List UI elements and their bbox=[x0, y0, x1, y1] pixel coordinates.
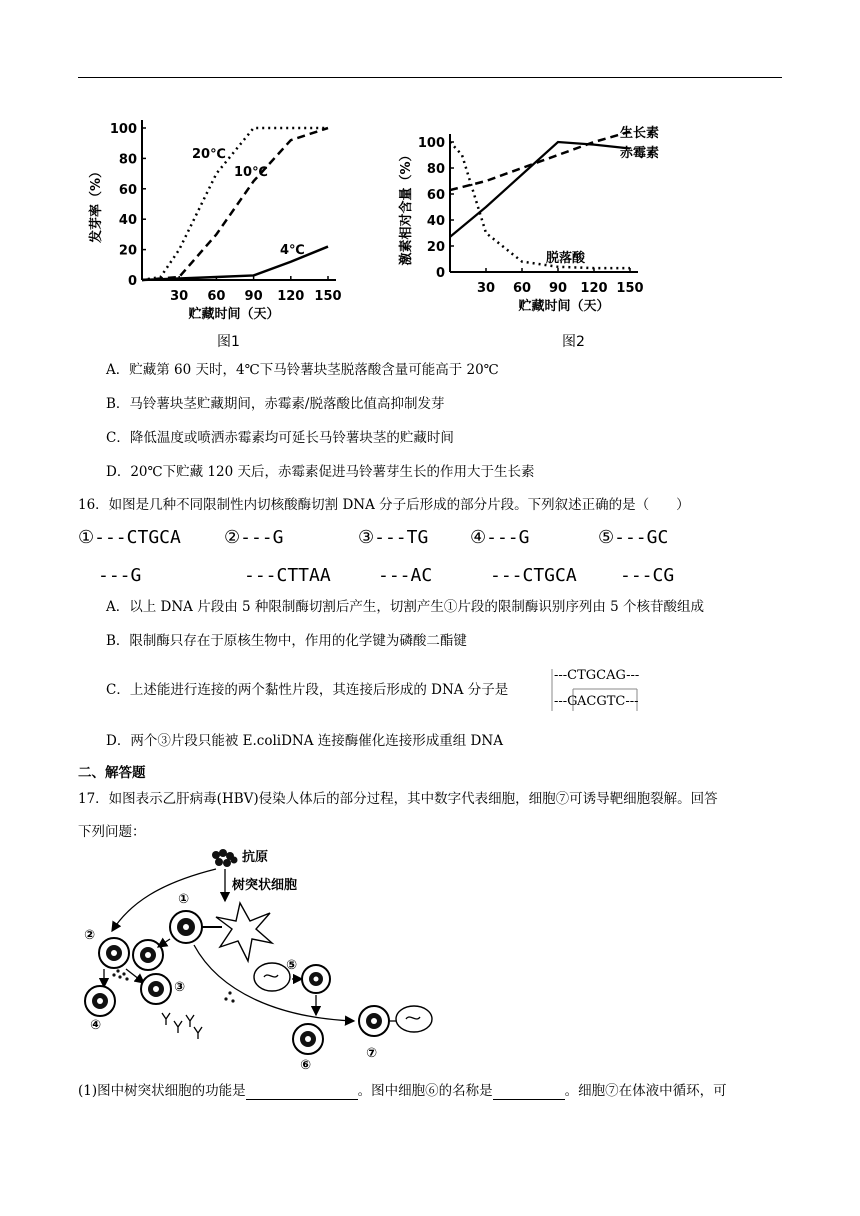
q16-option-d: D．两个③片段只能被 E.coliDNA 连接酶催化连接形成重组 DNA bbox=[106, 733, 503, 749]
x-tick-label: 120 bbox=[277, 289, 305, 304]
answer-blank-1[interactable] bbox=[246, 1085, 358, 1100]
dna-bottom-right: ACGTC--- bbox=[577, 694, 639, 709]
y-tick-label: 20 bbox=[426, 240, 445, 255]
series-line-2 bbox=[450, 142, 630, 237]
fragment-2-bottom: ---CTTAA bbox=[244, 565, 331, 586]
y-tick-label: 60 bbox=[118, 182, 137, 198]
x-tick-label: 30 bbox=[476, 281, 496, 296]
q17-sub1-part-c: 。细胞⑦在体液中循环，可 bbox=[564, 1083, 727, 1099]
series-label-1: 生长素 bbox=[620, 126, 660, 141]
q15-option-d: D．20℃下贮藏 120 天后，赤霉素促进马铃薯芽生长的作用大于生长素 bbox=[106, 464, 535, 480]
x-axis-label: 贮藏时间（天） bbox=[188, 307, 280, 322]
antibody-icons bbox=[162, 1013, 202, 1039]
q15-option-b: B．马铃薯块茎贮藏期间，赤霉素/脱落酸比值高抑制发芽 bbox=[106, 396, 445, 412]
dendritic-cell-icon bbox=[216, 903, 272, 961]
fragment-3-top: ③---TG bbox=[358, 527, 429, 548]
series-label-2: 赤霉素 bbox=[620, 146, 660, 161]
series-label-3: 4℃ bbox=[280, 243, 305, 258]
q17-stem-line2: 下列问题： bbox=[78, 824, 146, 840]
q16-option-c: C．上述能进行连接的两个黏性片段，其连接后形成的 DNA 分子是 bbox=[106, 682, 509, 698]
label-3: ③ bbox=[174, 980, 186, 995]
fragment-5-top: ⑤---GC bbox=[598, 527, 669, 548]
x-tick-label: 60 bbox=[207, 289, 226, 304]
section-heading: 二、解答题 bbox=[78, 765, 146, 781]
y-axis-label: 激素相对含量（%） bbox=[399, 148, 414, 266]
fragment-2-top: ②---G bbox=[224, 527, 284, 548]
y-tick-label: 0 bbox=[127, 274, 137, 289]
figure1-chart bbox=[84, 112, 354, 327]
label-5: ⑤ bbox=[286, 958, 298, 973]
y-tick-label: 0 bbox=[435, 266, 445, 281]
q15-option-c: C．降低温度或喷洒赤霉素均可延长马铃薯块茎的贮藏时间 bbox=[106, 430, 454, 446]
dna-top-strand: ---CTGCAG--- bbox=[554, 668, 640, 683]
x-tick-label: 150 bbox=[616, 281, 644, 296]
header-rule bbox=[78, 77, 782, 78]
label-4: ④ bbox=[90, 1018, 102, 1033]
x-axis-label: 贮藏时间（天） bbox=[518, 299, 610, 314]
label-2: ② bbox=[84, 928, 96, 943]
fragment-4-top: ④---G bbox=[470, 527, 530, 548]
x-tick-label: 90 bbox=[244, 289, 263, 304]
q16-stem: 16．如图是几种不同限制性内切核酸酶切割 DNA 分子后形成的部分片段。下列叙述正确的是（ ） bbox=[78, 497, 690, 513]
fragment-1-top: ①---CTGCA bbox=[78, 527, 181, 548]
x-tick-label: 30 bbox=[170, 289, 189, 304]
antigen-icon bbox=[212, 849, 238, 867]
y-tick-label: 80 bbox=[426, 162, 445, 177]
y-tick-label: 100 bbox=[109, 122, 137, 137]
label-6: ⑥ bbox=[300, 1058, 312, 1073]
fragment-5-bottom: ---CG bbox=[620, 565, 675, 586]
q17-sub1-part-a: (1)图中树突状细胞的功能是 bbox=[78, 1083, 246, 1099]
fragment-3-bottom: ---AC bbox=[378, 565, 433, 586]
dendritic-label: 树突状细胞 bbox=[232, 878, 298, 893]
y-tick-label: 40 bbox=[426, 214, 445, 229]
label-7: ⑦ bbox=[366, 1046, 378, 1061]
y-tick-label: 80 bbox=[118, 152, 137, 168]
dna-bottom-left: ---G bbox=[554, 694, 578, 709]
figure2-chart bbox=[394, 112, 684, 327]
q17-stem-line1: 17．如图表示乙肝病毒(HBV)侵染人体后的部分过程，其中数字代表细胞，细胞⑦可诱导靶细胞裂解。回答 bbox=[78, 791, 718, 807]
antigen-label: 抗原 bbox=[242, 850, 269, 865]
figure2-caption: 图2 bbox=[562, 334, 585, 350]
dna-ligated-molecule bbox=[551, 665, 661, 713]
series-label-2: 10℃ bbox=[234, 165, 268, 180]
series-label-1: 20℃ bbox=[192, 147, 226, 162]
answer-blank-2[interactable] bbox=[493, 1085, 565, 1100]
y-axis-label: 发芽率（%） bbox=[89, 164, 104, 244]
q16-option-a: A．以上 DNA 片段由 5 种限制酶切割后产生，切割产生①片段的限制酶识别序列由 5 个核苷酸组成 bbox=[106, 599, 705, 615]
y-tick-label: 20 bbox=[118, 243, 137, 259]
x-tick-label: 60 bbox=[512, 281, 532, 296]
series-line-1 bbox=[450, 132, 630, 191]
q15-option-a: A．贮藏第 60 天时，4℃下马铃薯块茎脱落酸含量可能高于 20℃ bbox=[106, 362, 499, 378]
q17-sub1-part-b: 。图中细胞⑥的名称是 bbox=[357, 1083, 493, 1099]
figure1-caption: 图1 bbox=[217, 334, 240, 350]
label-1: ① bbox=[178, 892, 190, 907]
x-tick-label: 90 bbox=[548, 281, 568, 296]
fragment-1-bottom: ---G bbox=[98, 565, 142, 586]
q16-option-b: B．限制酶只存在于原核生物中，作用的化学键为磷酸二酯键 bbox=[106, 633, 467, 649]
q17-sub1 bbox=[78, 1082, 727, 1100]
x-tick-label: 120 bbox=[580, 281, 608, 296]
immune-diagram bbox=[70, 843, 450, 1075]
series-label-3: 脱落酸 bbox=[546, 251, 586, 266]
y-tick-label: 100 bbox=[417, 136, 445, 151]
y-tick-label: 40 bbox=[118, 213, 137, 229]
y-tick-label: 60 bbox=[426, 188, 445, 203]
fragment-4-bottom: ---CTGCA bbox=[490, 565, 577, 586]
x-tick-label: 150 bbox=[314, 289, 342, 304]
